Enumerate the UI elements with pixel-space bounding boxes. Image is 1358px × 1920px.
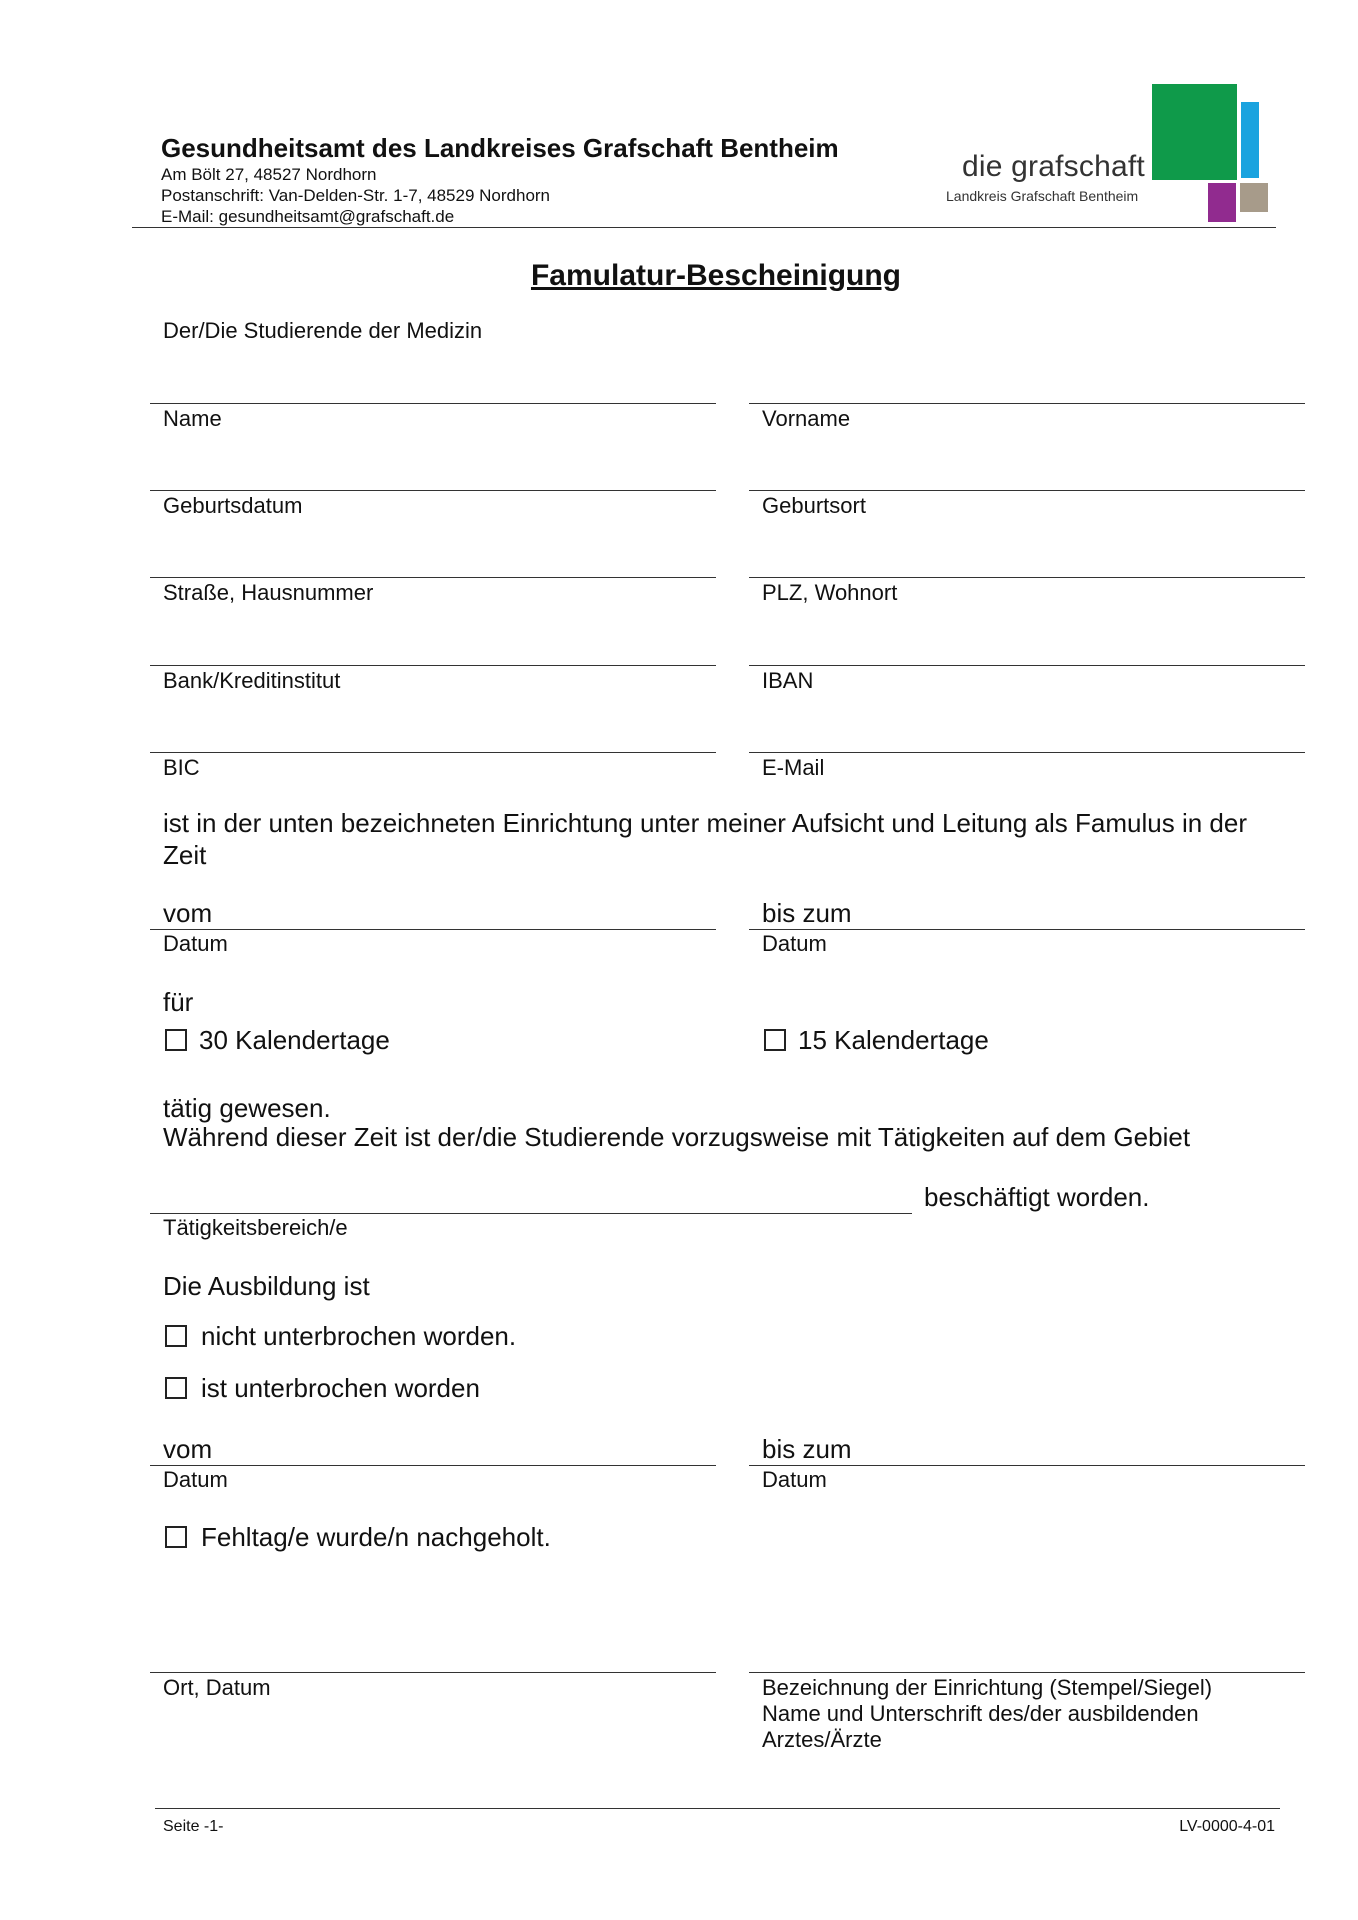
signature-field[interactable] — [749, 1672, 1305, 1673]
statement-line-2: Zeit — [163, 840, 207, 870]
logo-taupe-square — [1240, 183, 1268, 212]
taetig-text: tätig gewesen. — [163, 1093, 331, 1123]
plz-wohnort-label: PLZ, Wohnort — [762, 580, 898, 605]
plz-wohnort-field[interactable] — [749, 577, 1305, 578]
checkbox-nicht-unterbrochen[interactable] — [165, 1325, 187, 1347]
authority-postal-address: Postanschrift: Van-Delden-Str. 1-7, 48529 Nordhorn — [161, 186, 551, 205]
signature-label-line-3: Arztes/Ärzte — [762, 1727, 882, 1752]
iban-label: IBAN — [762, 668, 814, 693]
option-nicht-unterbrochen-label: nicht unterbrochen worden. — [201, 1321, 517, 1351]
email-field[interactable] — [749, 752, 1305, 753]
checkbox-unterbrochen[interactable] — [165, 1377, 187, 1399]
statement-line-1: ist in der unten bezeichneten Einrichtung unter meiner Aufsicht und Leitung als Famulus in der — [163, 808, 1247, 838]
taetigkeitsbereich-field[interactable] — [150, 1213, 912, 1214]
geburtsdatum-field[interactable] — [150, 490, 716, 491]
vorname-label: Vorname — [762, 406, 851, 431]
option-fehltage-label: Fehltag/e wurde/n nachgeholt. — [201, 1522, 551, 1552]
option-15-kalendertage-label: 15 Kalendertage — [798, 1025, 989, 1055]
logo-subline: Landkreis Grafschaft Bentheim — [946, 188, 1139, 204]
signature-label-line-1: Bezeichnung der Einrichtung (Stempel/Siegel) — [762, 1675, 1213, 1700]
ort-datum-field[interactable] — [150, 1672, 716, 1673]
period1-from-label: vom — [163, 898, 213, 928]
checkbox-15-kalendertage[interactable] — [764, 1029, 786, 1051]
grafschaft-logo — [940, 82, 1270, 224]
name-field[interactable] — [150, 403, 716, 404]
bic-label: BIC — [163, 755, 200, 780]
taetigkeitsbereich-label: Tätigkeitsbereich/e — [163, 1215, 348, 1240]
authority-title: Gesundheitsamt des Landkreises Grafschaft Bentheim — [161, 133, 839, 163]
checkbox-30-kalendertage[interactable] — [165, 1029, 187, 1051]
period1-from-field[interactable] — [150, 929, 716, 930]
bic-field[interactable] — [150, 752, 716, 753]
period2-from-label: vom — [163, 1434, 213, 1464]
authority-email: E-Mail: gesundheitsamt@grafschaft.de — [161, 207, 455, 226]
bank-label: Bank/Kreditinstitut — [163, 668, 341, 693]
logo-blue-bar — [1241, 102, 1259, 178]
period2-from-sub: Datum — [163, 1467, 228, 1492]
ausbildung-text: Die Ausbildung ist — [163, 1271, 370, 1301]
period2-to-sub: Datum — [762, 1467, 827, 1492]
period1-to-label: bis zum — [762, 898, 852, 928]
checkbox-fehltage-nachgeholt[interactable] — [165, 1526, 187, 1548]
email-label: E-Mail — [762, 755, 825, 780]
option-unterbrochen-label: ist unterbrochen worden — [201, 1373, 480, 1403]
waehrend-text: Während dieser Zeit ist der/die Studierende vorzugsweise mit Tätigkeiten auf dem Gebiet — [163, 1122, 1191, 1152]
geburtsdatum-label: Geburtsdatum — [163, 493, 303, 518]
period2-to-field[interactable] — [749, 1465, 1305, 1466]
authority-address: Am Bölt 27, 48527 Nordhorn — [161, 165, 377, 184]
bank-field[interactable] — [150, 665, 716, 666]
fuer-label: für — [163, 987, 194, 1017]
intro-text: Der/Die Studierende der Medizin — [163, 318, 483, 343]
period1-to-sub: Datum — [762, 931, 827, 956]
period1-from-sub: Datum — [163, 931, 228, 956]
period2-from-field[interactable] — [150, 1465, 716, 1466]
ort-datum-label: Ort, Datum — [163, 1675, 271, 1700]
option-30-kalendertage-label: 30 Kalendertage — [199, 1025, 390, 1055]
logo-green-square — [1152, 84, 1237, 180]
logo-purple-square — [1208, 183, 1236, 222]
geburtsort-field[interactable] — [749, 490, 1305, 491]
period1-to-field[interactable] — [749, 929, 1305, 930]
beschaeftigt-text: beschäftigt worden. — [924, 1182, 1150, 1212]
logo-wordmark: die grafschaft — [962, 150, 1145, 183]
header-rule — [132, 227, 1276, 228]
geburtsort-label: Geburtsort — [762, 493, 866, 518]
footer-rule — [155, 1808, 1280, 1809]
strasse-label: Straße, Hausnummer — [163, 580, 374, 605]
name-label: Name — [163, 406, 222, 431]
iban-field[interactable] — [749, 665, 1305, 666]
vorname-field[interactable] — [749, 403, 1305, 404]
period2-to-label: bis zum — [762, 1434, 852, 1464]
document-code: LV-0000-4-01 — [1179, 1818, 1275, 1835]
signature-label-line-2: Name und Unterschrift des/der ausbildenden — [762, 1701, 1199, 1726]
page-number: Seite -1- — [163, 1818, 224, 1835]
form-title: Famulatur-Bescheinigung — [530, 259, 902, 292]
strasse-field[interactable] — [150, 577, 716, 578]
